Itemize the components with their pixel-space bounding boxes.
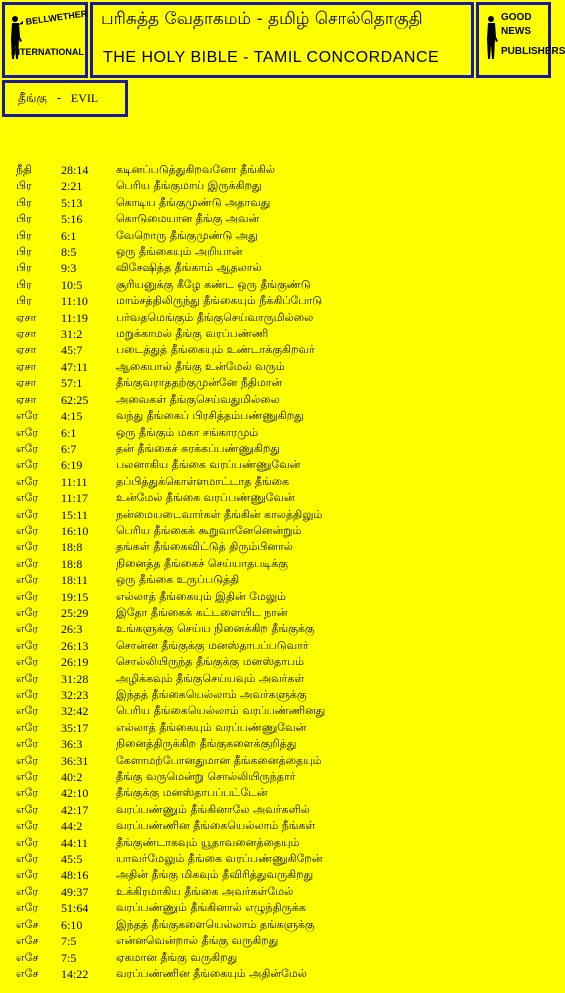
entry-reference: 62:25 xyxy=(61,392,89,407)
entry-reference: 35:17 xyxy=(61,720,89,735)
entry-book: எரே xyxy=(16,737,39,751)
entry-reference: 7:5 xyxy=(61,934,77,949)
entry-text: நினைத்திருக்கிற தீங்குகளைக்குறித்து xyxy=(116,737,297,751)
title-banner xyxy=(90,2,474,78)
entry-book: எரே xyxy=(16,441,39,455)
entry-text: பர்வதமெங்கும் தீங்குசெய்வாருமில்லை xyxy=(116,310,314,324)
entry-text: தீங்கு வருமென்று சொல்லியிருந்தார் xyxy=(116,770,296,784)
entry-reference: 42:17 xyxy=(61,802,89,817)
entry-book: பிர xyxy=(16,179,32,193)
entry-book: எரே xyxy=(16,704,39,718)
entry-book: ஏசா xyxy=(16,310,37,324)
entry-text: கொடிய தீங்குமுண்டு அதாவது xyxy=(116,195,271,209)
entry-book: பிர xyxy=(16,245,32,259)
entry-book: எரே xyxy=(16,622,39,636)
entry-book: எரே xyxy=(16,458,39,472)
entry-text: மறுக்காமல் தீங்கு வரப்பண்ணி xyxy=(116,327,269,341)
entry-text: வரப்பண்ணும் தீங்கினாலே அவர்களில் xyxy=(116,802,310,816)
entry-book: பிர xyxy=(16,228,32,242)
entry-book: எரே xyxy=(16,491,39,505)
entry-text: தீங்குவராததற்குமுன்னே நீதிமான் xyxy=(116,376,283,390)
bellwether-logo xyxy=(2,2,88,78)
entry-text: தீங்குக்கு மனஸ்தாபப்பட்டேன் xyxy=(116,786,268,800)
entry-reference: 31:2 xyxy=(61,327,83,342)
entry-reference: 6:19 xyxy=(61,458,83,473)
entry-book: எரே xyxy=(16,540,39,554)
entry-reference: 25:29 xyxy=(61,605,89,620)
entry-text: நினைத்த தீங்கைச் செய்யாதபடிக்கு xyxy=(116,556,288,570)
entry-reference: 36:3 xyxy=(61,737,83,752)
entry-text: வந்து தீங்கைப் பிரசித்தம்பண்ணுகிறது xyxy=(116,409,304,423)
entry-reference: 16:10 xyxy=(61,523,89,538)
entry-reference: 7:5 xyxy=(61,950,77,965)
entry-book: ஏசா xyxy=(16,376,37,390)
entry-reference: 6:1 xyxy=(61,228,77,243)
entry-text: உன்மேல் தீங்கை வரப்பண்ணுவேன் xyxy=(116,491,295,505)
entry-text: அழிக்கவும் தீங்குசெய்யவும் அவர்கள் xyxy=(116,671,305,685)
entry-reference: 18:11 xyxy=(61,573,88,588)
entry-book: எரே xyxy=(16,474,39,488)
entry-text: ஒரு தீங்கை உருப்படுத்தி xyxy=(116,573,240,587)
entry-text: அவைகள் தீங்குசெய்வதுமில்லை xyxy=(116,392,280,406)
entry-book: எசே xyxy=(16,917,39,931)
entry-book: எரே xyxy=(16,786,39,800)
entry-text: தன் தீங்கைச் சுரக்கப்பண்ணுகிறது xyxy=(116,441,280,455)
entry-reference: 18:8 xyxy=(61,540,83,555)
entry-book: பிர xyxy=(16,294,32,308)
entry-text: உக்கிரமாகிய தீங்கை அவர்கள்மேல் xyxy=(116,884,294,898)
entry-text: வரப்பண்ணின தீங்கையும் அதின்மேல் xyxy=(116,966,307,980)
entry-book: எரே xyxy=(16,868,39,882)
entry-book: ஏசா xyxy=(16,327,37,341)
entry-text: தங்கள் தீங்கைவிட்டுத் திரும்பினால் xyxy=(116,540,293,554)
entry-reference: 6:7 xyxy=(61,441,77,456)
entry-reference: 36:31 xyxy=(61,753,89,768)
entry-text: பெரிய தீங்கையெல்லாம் வரப்பண்ணினது xyxy=(116,704,326,718)
entry-text: ஒரு தீங்கும் மகா சங்காரமும் xyxy=(116,425,259,439)
entry-reference: 31:28 xyxy=(61,671,89,686)
entry-text: எல்லாத் தீங்கையும் வரப்பண்ணுவேன் xyxy=(116,720,307,734)
entry-reference: 19:15 xyxy=(61,589,89,604)
entry-reference: 11:11 xyxy=(61,474,88,489)
entry-book: எரே xyxy=(16,638,39,652)
entry-reference: 10:5 xyxy=(61,277,83,292)
entry-reference: 14:22 xyxy=(61,966,89,981)
entry-text: ஏகமான தீங்கு வருகிறது xyxy=(116,950,238,964)
entry-reference: 26:19 xyxy=(61,655,89,670)
entry-book: எசே xyxy=(16,950,39,964)
entry-text: கொடுமையான தீங்கு அவன் xyxy=(116,212,260,226)
entry-text: பெரிய தீங்குமாய் இருக்கிறது xyxy=(116,179,262,193)
entry-reference: 51:64 xyxy=(61,901,89,916)
entry-book: எரே xyxy=(16,819,39,833)
entry-book: எரே xyxy=(16,901,39,915)
entry-text: படைத்துத் தீங்கையும் உண்டாக்குகிறவர் xyxy=(116,343,315,357)
entry-text: தப்பித்துக்கொள்ளமாட்டாத தீங்கை xyxy=(116,474,290,488)
entry-book: பிர xyxy=(16,261,32,275)
entry-book: எசே xyxy=(16,934,39,948)
entry-text: நன்மையடைவார்கள் தீங்கின் காலத்திலும் xyxy=(116,507,323,521)
title-english: THE HOLY BIBLE - TAMIL CONCORDANCE xyxy=(103,49,440,66)
entry-text: பெரிய தீங்கைக் கூறுவானேனென்றும் xyxy=(116,523,302,537)
entry-reference: 18:8 xyxy=(61,556,83,571)
entry-text: மாம்சத்திலிருந்து தீங்கையும் நீக்கிப்போடு xyxy=(116,294,323,308)
topic-separator: - xyxy=(56,91,62,105)
entry-reference: 11:19 xyxy=(61,310,88,325)
entry-text: விசேஷித்த தீங்காம் ஆதலால் xyxy=(116,261,262,275)
entry-book: எரே xyxy=(16,655,39,669)
topic-heading xyxy=(2,80,128,117)
entry-reference: 47:11 xyxy=(61,359,88,374)
title-tamil: பரிசுத்த வேதாகமம் - தமிழ் சொல்தொகுதி xyxy=(101,9,423,29)
entry-reference: 28:14 xyxy=(61,163,89,177)
entry-reference: 26:13 xyxy=(61,638,89,653)
entry-text: கடினப்படுத்துகிறவனோ தீங்கில் xyxy=(116,163,276,176)
logo-right-line1: GOOD NEWS xyxy=(501,12,532,37)
entry-book: எசே xyxy=(16,966,39,980)
logo-right-line2: PUBLISHERS xyxy=(501,46,565,57)
entry-text: யாவர்மேலும் தீங்கை வரப்பண்ணுகிறேன் xyxy=(116,852,323,866)
entry-book: ஏசா xyxy=(16,359,37,373)
entry-text: கேளாமற்போனதுமான தீங்கனைத்தையும் xyxy=(116,753,322,767)
entry-reference: 57:1 xyxy=(61,376,83,391)
entry-reference: 49:37 xyxy=(61,884,89,899)
entry-reference: 32:42 xyxy=(61,704,89,719)
entry-book: எரே xyxy=(16,507,39,521)
entry-book: எரே xyxy=(16,556,39,570)
entry-book: எரே xyxy=(16,852,39,866)
entry-book: எரே xyxy=(16,573,39,587)
entry-text: பலனாகிய தீங்கை வரப்பண்ணுவேன் xyxy=(116,458,301,472)
entry-book: பிர xyxy=(16,277,32,291)
entry-book: எரே xyxy=(16,835,39,849)
entry-book: ஏசா xyxy=(16,392,37,406)
entry-reference: 5:13 xyxy=(61,195,83,210)
entry-text: ஒரு தீங்கையும் அறியான் xyxy=(116,245,243,259)
entry-book: எரே xyxy=(16,753,39,767)
entry-reference: 5:16 xyxy=(61,212,83,227)
entry-text: சொல்லியிருந்த தீங்குக்கு மனஸ்தாபம் xyxy=(116,655,304,669)
topic-tamil: தீங்கு xyxy=(18,91,47,105)
entry-reference: 40:2 xyxy=(61,770,83,785)
entry-text: என்னவென்றால் தீங்கு வருகிறது xyxy=(116,934,279,948)
entry-reference: 6:10 xyxy=(61,917,83,932)
entry-book: எரே xyxy=(16,688,39,701)
entry-text: சொன்ன தீங்குக்கு மனஸ்தாபப்படுவார் xyxy=(116,638,309,652)
entry-reference: 15:11 xyxy=(61,507,88,522)
entry-text: இந்தத் தீங்குகளையெல்லாம் தங்களுக்கு xyxy=(116,917,315,931)
entry-book: எரே xyxy=(16,770,39,784)
entry-book: எரே xyxy=(16,425,39,439)
entry-reference: 48:16 xyxy=(61,868,89,883)
entry-reference: 2:21 xyxy=(61,179,83,194)
entry-text: வேறொரு தீங்குமுண்டு அது xyxy=(116,228,258,242)
topic-english: EVIL xyxy=(70,91,99,105)
entry-text: இதோ தீங்கைக் கட்டளையிட நான் xyxy=(116,605,288,619)
entry-reference: 9:3 xyxy=(61,261,77,276)
entry-text: தீங்குண்டாகவும் யூதாவனைத்தையும் xyxy=(116,835,300,849)
logo-left-line1: BELLWETHER xyxy=(25,8,88,27)
entry-book: எரே xyxy=(16,671,39,685)
entry-reference: 42:10 xyxy=(61,786,89,801)
entry-reference: 11:17 xyxy=(61,491,88,506)
entry-book: பிர xyxy=(16,212,32,226)
entry-reference: 11:10 xyxy=(61,294,88,309)
entry-reference: 44:11 xyxy=(61,835,88,850)
entry-book: ஏசா xyxy=(16,343,37,357)
entry-reference: 32:23 xyxy=(61,688,89,702)
entry-reference: 4:15 xyxy=(61,409,83,424)
entry-reference: 45:5 xyxy=(61,852,83,867)
entry-book: எரே xyxy=(16,409,39,423)
entry-book: எரே xyxy=(16,589,39,603)
entry-book: எரே xyxy=(16,605,39,619)
good-news-logo xyxy=(476,2,565,78)
entry-book: எரே xyxy=(16,884,39,898)
entry-text: வரப்பண்ணும் தீங்கினால் எழுந்திருக்க xyxy=(116,901,306,915)
entry-book: பிர xyxy=(16,195,32,209)
trumpet-man-icon xyxy=(485,15,499,61)
entry-text: அதின் தீங்கு மிகவும் தீவிரித்துவருகிறது xyxy=(116,868,314,882)
logo-left-line2: INTERNATIONAL xyxy=(11,47,84,57)
entry-reference: 45:7 xyxy=(61,343,83,358)
entry-text: ஆகையால் தீங்கு உன்மேல் வரும் xyxy=(116,359,285,373)
entry-reference: 8:5 xyxy=(61,245,77,260)
entry-text: இந்தத் தீங்கையெல்லாம் அவர்களுக்கு xyxy=(116,688,307,701)
entry-reference: 26:3 xyxy=(61,622,83,637)
entry-book: எரே xyxy=(16,523,39,537)
entry-text: சூரியனுக்கு கீழே கண்ட ஒரு தீங்குண்டு xyxy=(116,277,311,291)
entry-text: எல்லாத் தீங்கையும் இதின் மேலும் xyxy=(116,589,287,603)
entry-book: எரே xyxy=(16,720,39,734)
entry-text: வரப்பண்ணின தீங்கையெல்லாம் நீங்கள் xyxy=(116,819,316,833)
entry-book: எரே xyxy=(16,802,39,816)
entry-text: உங்களுக்கு செய்ய நினைக்கிற தீங்குக்கு xyxy=(116,622,315,636)
entry-reference: 44:2 xyxy=(61,819,83,834)
entry-book: நீதி xyxy=(16,163,33,176)
entry-reference: 6:1 xyxy=(61,425,77,440)
